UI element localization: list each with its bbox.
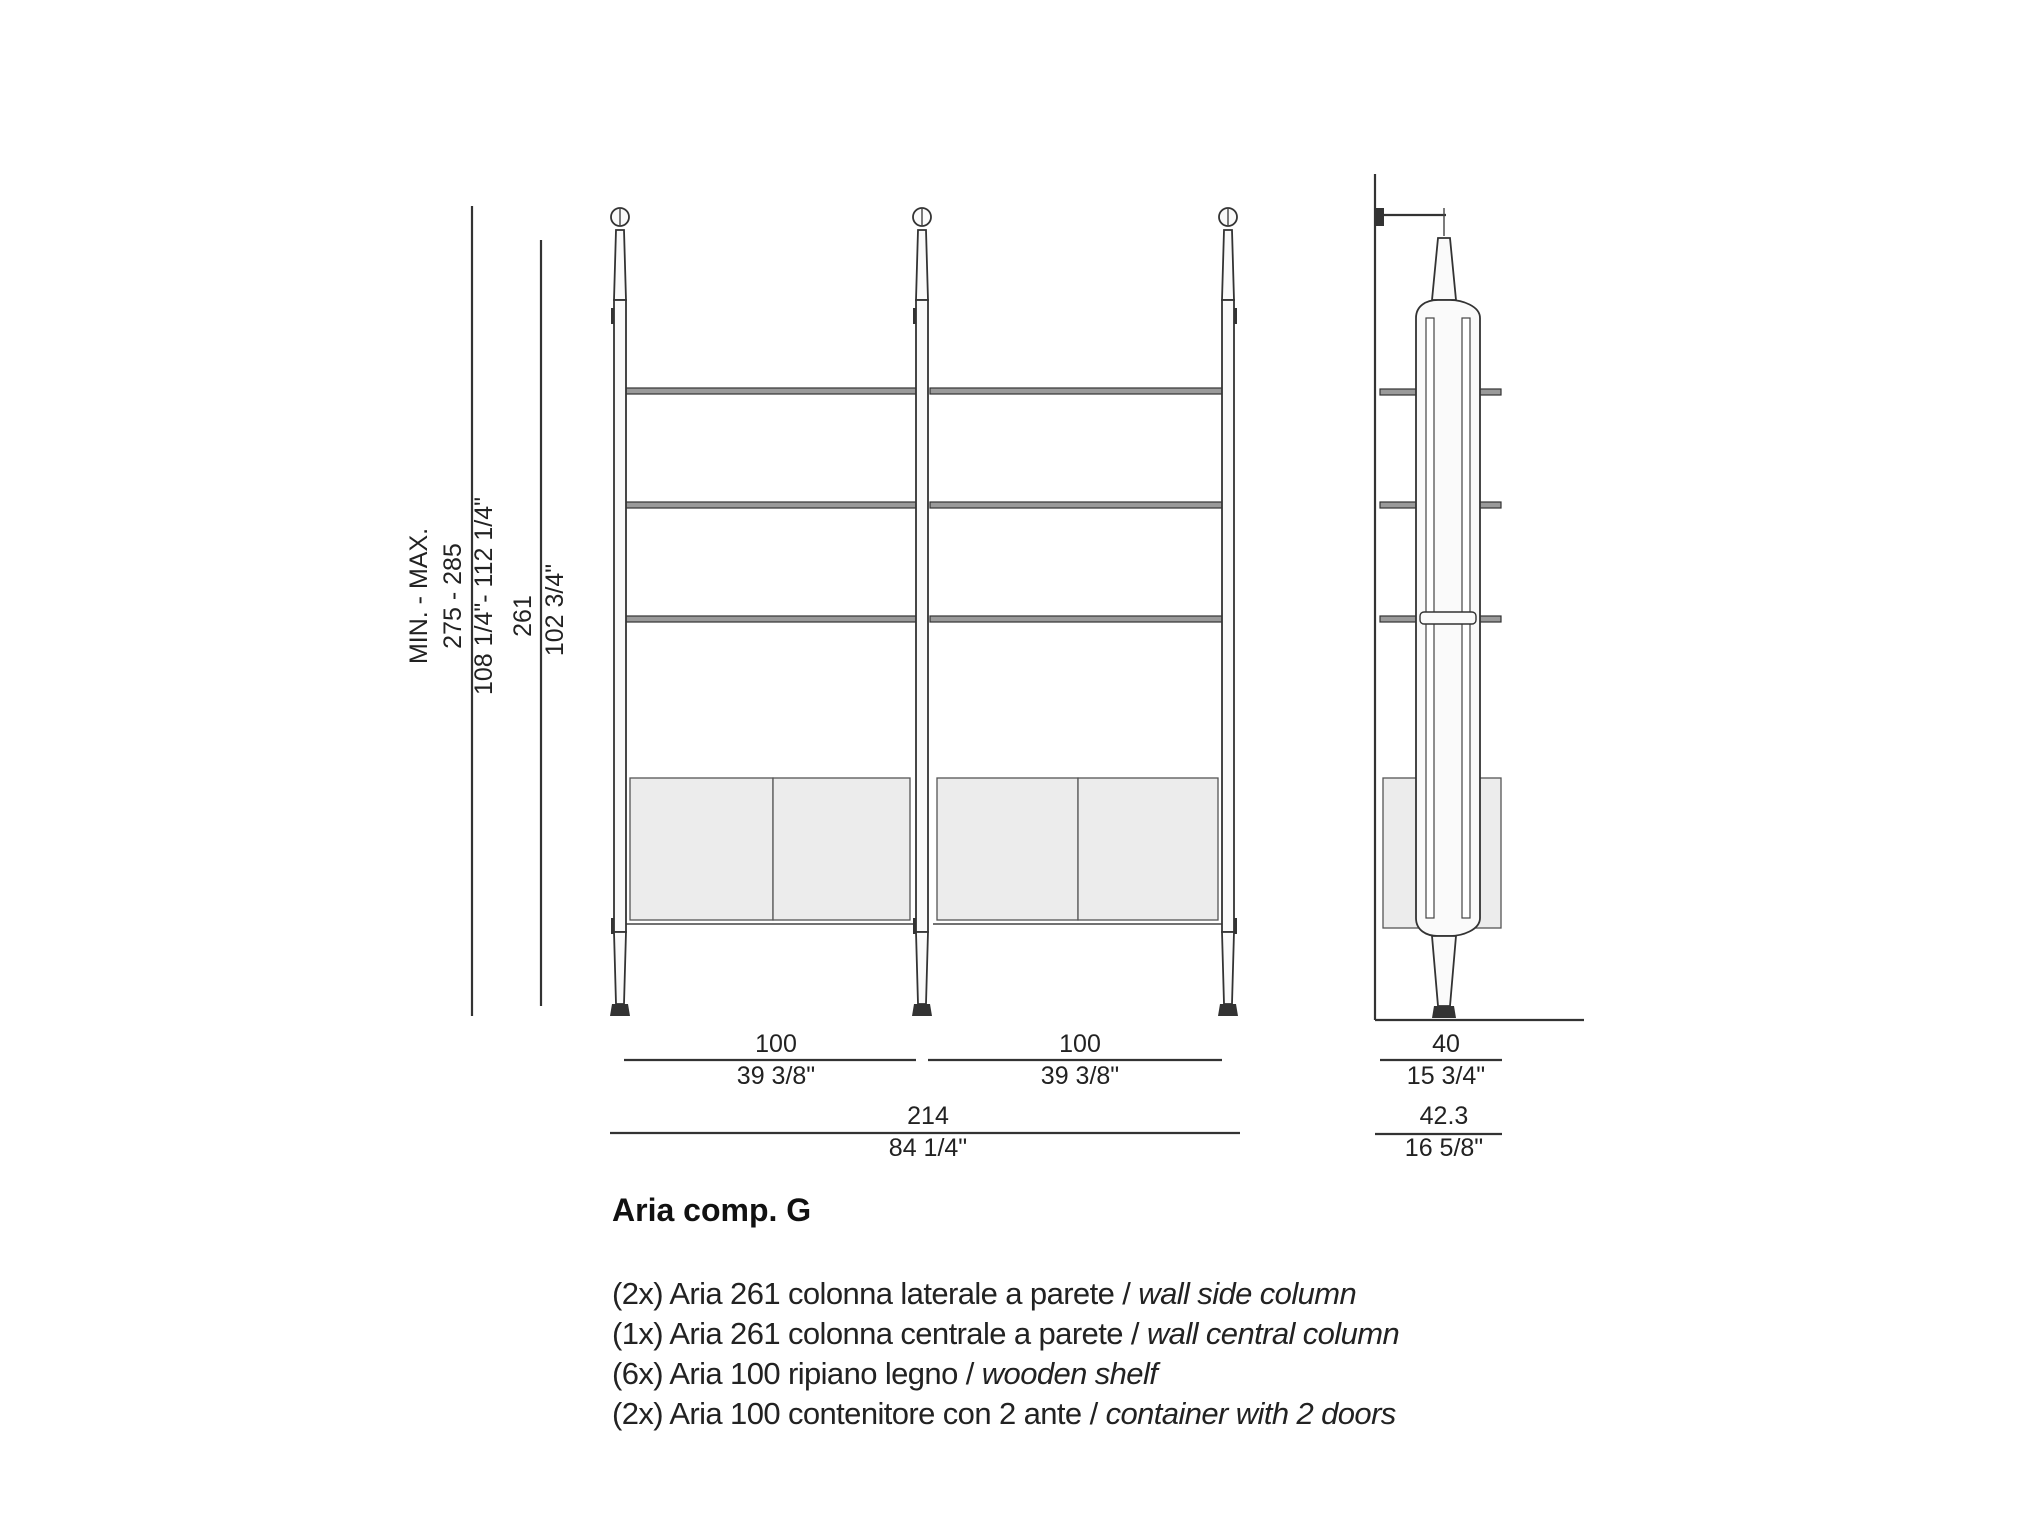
column-center xyxy=(912,208,932,1016)
column-height-cm: 261 xyxy=(509,595,537,637)
column-height-in: 102 3/4" xyxy=(541,563,569,657)
shelf-right-3 xyxy=(930,616,1226,622)
component-it: Aria 100 ripiano legno / xyxy=(669,1356,974,1391)
container-right-door-2 xyxy=(1078,778,1218,920)
component-item xyxy=(612,1354,1399,1394)
shelf-left-1 xyxy=(622,388,918,394)
bay-right-in: 39 3/8" xyxy=(1040,1062,1120,1090)
components-list xyxy=(612,1274,1399,1434)
component-qty: (6x) xyxy=(612,1356,663,1391)
bay-right-cm: 100 xyxy=(1059,1030,1101,1058)
min-max-label: MIN. - MAX. xyxy=(405,527,433,665)
shelf-left-3 xyxy=(622,616,918,622)
depth-in: 15 3/4" xyxy=(1406,1062,1486,1090)
bay-left-cm: 100 xyxy=(755,1030,797,1058)
container-left-door-2 xyxy=(773,778,910,920)
container-left-door-1 xyxy=(630,778,773,920)
component-item xyxy=(612,1394,1399,1434)
shelf-right-2 xyxy=(930,502,1226,508)
bay-left-in: 39 3/8" xyxy=(736,1062,816,1090)
depth-dimensions xyxy=(1375,1030,1502,1162)
shelf-right-1 xyxy=(930,388,1226,394)
min-max-range-in: 108 1/4"- 112 1/4" xyxy=(470,497,498,695)
total-depth-cm: 42.3 xyxy=(1419,1102,1469,1130)
foot-center xyxy=(912,1004,932,1016)
column-right xyxy=(1218,208,1238,1016)
shelf-left-2 xyxy=(622,502,918,508)
side-view xyxy=(1375,174,1584,1020)
composition-title: Aria comp. G xyxy=(612,1192,812,1228)
container-right-door-1 xyxy=(937,778,1078,920)
foot-left xyxy=(610,1004,630,1016)
component-qty: (2x) xyxy=(612,1396,663,1431)
min-max-range-cm: 275 - 285 xyxy=(439,543,467,649)
component-en: wooden shelf xyxy=(981,1356,1158,1391)
side-foot xyxy=(1432,1006,1456,1018)
component-en: wall side column xyxy=(1138,1276,1357,1311)
component-it: Aria 100 contenitore con 2 ante / xyxy=(669,1396,1098,1431)
component-it: Aria 261 colonna centrale a parete / xyxy=(669,1316,1139,1351)
height-dimensions xyxy=(405,206,569,1016)
front-view xyxy=(610,208,1238,1016)
component-en: wall central column xyxy=(1146,1316,1400,1351)
total-width-cm: 214 xyxy=(907,1102,949,1130)
total-width-in: 84 1/4" xyxy=(888,1134,968,1162)
column-left xyxy=(610,208,630,1016)
foot-right xyxy=(1218,1004,1238,1016)
component-item xyxy=(612,1274,1399,1314)
depth-cm: 40 xyxy=(1432,1030,1460,1058)
width-dimensions xyxy=(610,1030,1240,1162)
side-column-bottom-taper xyxy=(1432,936,1456,1006)
side-column-top-taper xyxy=(1432,238,1456,300)
component-qty: (2x) xyxy=(612,1276,663,1311)
total-depth-in: 16 5/8" xyxy=(1404,1134,1484,1162)
component-it: Aria 261 colonna laterale a parete / xyxy=(669,1276,1131,1311)
component-en: container with 2 doors xyxy=(1105,1396,1396,1431)
component-item xyxy=(612,1314,1399,1354)
component-qty: (1x) xyxy=(612,1316,663,1351)
